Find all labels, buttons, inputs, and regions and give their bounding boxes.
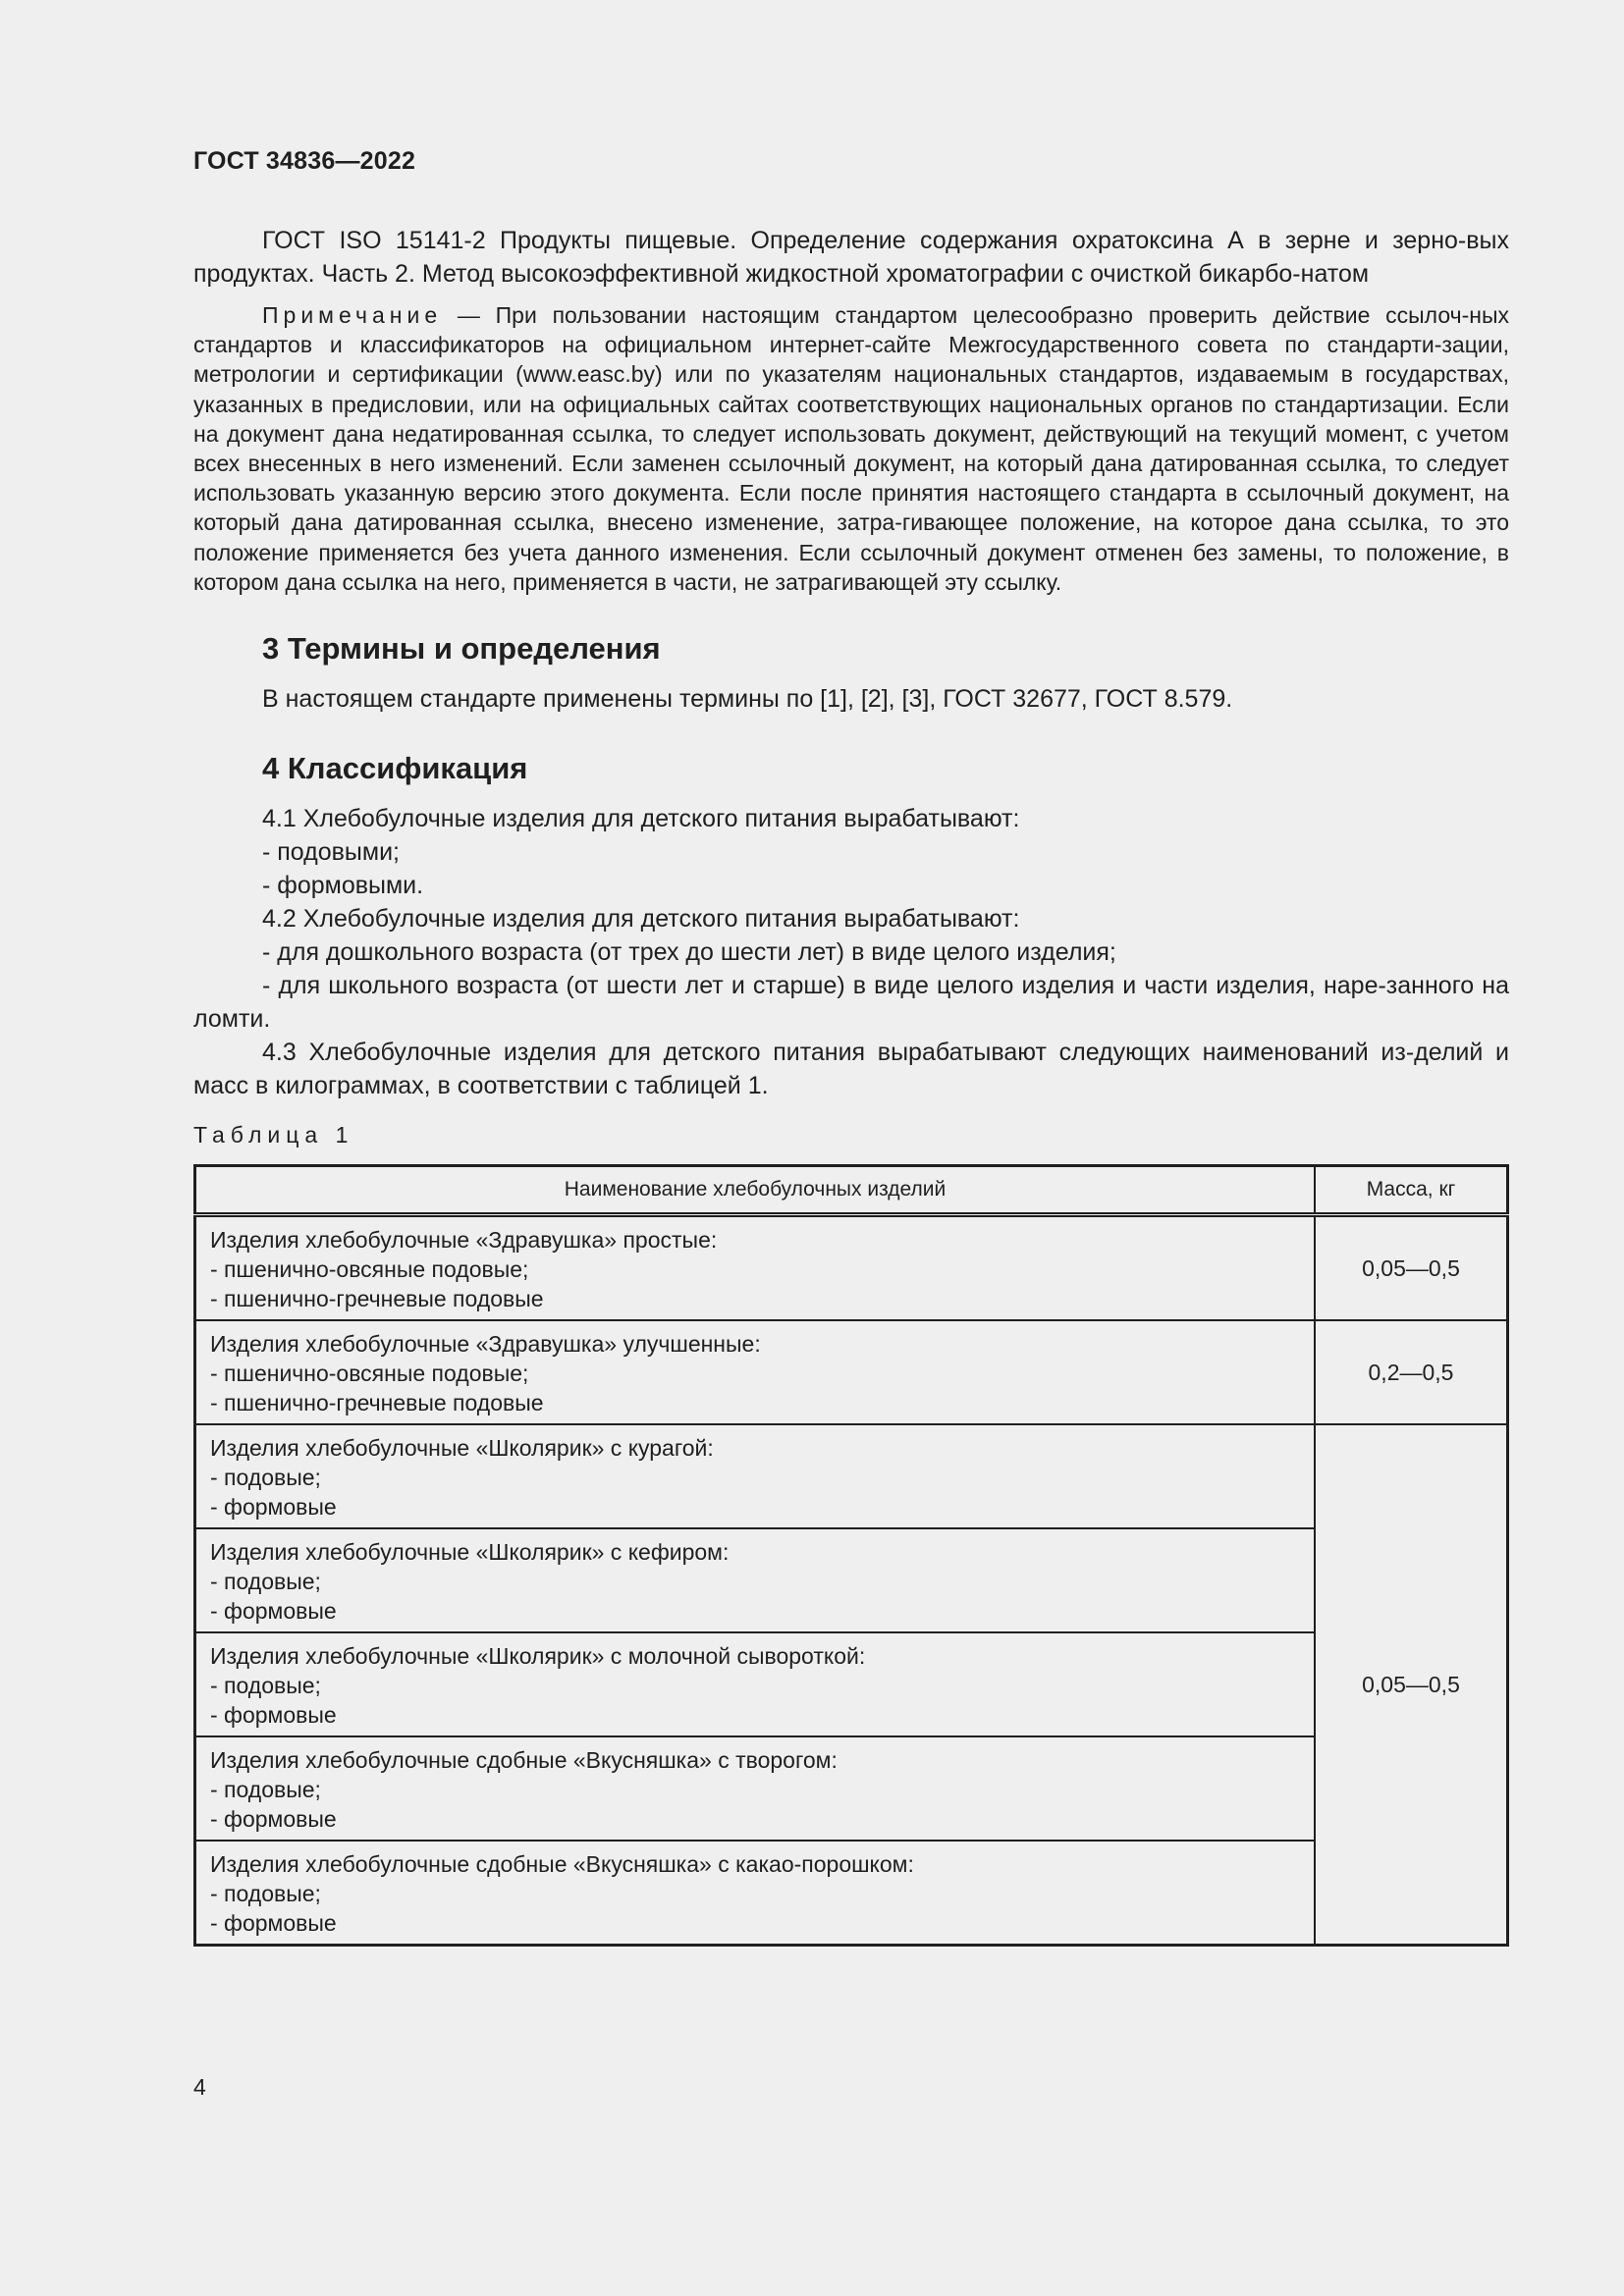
product-variant: - формовые [210,1598,337,1625]
mass-cell: 0,05—0,5 [1315,1424,1508,1946]
table-row [195,1215,1508,1321]
product-title: Изделия хлебобулочные «Школярик» с курагой: [210,1435,714,1462]
product-variant: - подовые; [210,1881,321,1907]
product-variant: - формовые [210,1806,337,1833]
product-title: Изделия хлебобулочные «Школярик» с молочной сывороткой: [210,1643,866,1670]
page-content [193,224,1509,1947]
section-3-title: 3 Термины и определения [262,631,661,667]
column-header-name: Наименование хлебобулочных изделий [195,1166,1316,1215]
reference-note [193,300,1509,597]
table-row [195,1528,1508,1632]
product-title: Изделия хлебобулочные «Здравушка» простые: [210,1227,718,1254]
products-table [193,1164,1509,1947]
product-variant: - пшенично-гречневые подовые [210,1390,544,1416]
clause-4-1-item: - подовыми; [262,838,401,867]
product-name-cell [195,1424,1316,1528]
note-text: — При пользовании настоящим стандартом целесообразно проверить действие ссылоч-ных стандартов и классификаторов на официальном интернет-сайте Межгосударственного совета по стандарти-зации, метрологии и сертификации (www.easc.by) или по указателям национальных стандартов, издаваемым в государствах, указанных в предисловии, или на официальных сайтах соответствующих национальных органов по стандартизации. Если на документ дана недатированная ссылка, то следует использовать документ, действующий на текущий момент, с учетом всех внесенных в него изменений. Если заменен ссылочный документ, на который дана датированная ссылка, то следует использовать указанную версию этого документа. Если после принятия настоящего стандарта в ссылочный документ, на который дана датированная ссылка, внесено изменение, затра-гивающее положение, на которое дана ссылка, то это положение применяется без учета данного изменения. Если ссылочный документ отменен без замены, то положение, в котором дана ссылка на него, применяется в части, не затрагивающей эту ссылку. [193,302,1509,595]
product-variant: - пшенично-овсяные подовые; [210,1256,529,1283]
mass-cell: 0,05—0,5 [1315,1215,1508,1321]
table-row [195,1736,1508,1841]
product-name-cell [195,1320,1316,1424]
note-label: Примечание [262,302,443,328]
table-row [195,1424,1508,1528]
section-3-text: В настоящем стандарте применены термины по [1], [2], [3], ГОСТ 32677, ГОСТ 8.579. [262,685,1233,714]
column-header-mass: Масса, кг [1315,1166,1508,1215]
reference-item: ГОСТ ISO 15141-2 Продукты пищевые. Определение содержания охратоксина А в зерне и зерно-вых продуктах. Часть 2. Метод высокоэффективной жидкостной хроматографии с очисткой бикарбо-натом [193,227,1509,288]
mass-cell: 0,2—0,5 [1315,1320,1508,1424]
product-variant: - подовые; [210,1569,321,1595]
table-header-row [195,1166,1508,1215]
product-name-cell [195,1736,1316,1841]
clause-4-2-item: - для дошкольного возраста (от трех до шести лет) в виде целого изделия; [262,938,1116,967]
section-4-title: 4 Классификация [262,751,528,786]
clause-4-2: 4.2 Хлебобулочные изделия для детского питания вырабатывают: [262,905,1020,934]
product-title: Изделия хлебобулочные сдобные «Вкусняшка» с какао-порошком: [210,1851,914,1878]
document-code-header: ГОСТ 34836—2022 [193,147,416,175]
product-name-cell [195,1841,1316,1946]
product-title: Изделия хлебобулочные «Здравушка» улучшенные: [210,1331,761,1358]
product-variant: - формовые [210,1702,337,1729]
product-variant: - подовые; [210,1465,321,1491]
product-title: Изделия хлебобулочные сдобные «Вкусняшка» с творогом: [210,1747,838,1774]
table-row [195,1632,1508,1736]
product-variant: - пшенично-гречневые подовые [210,1286,544,1312]
table-row [195,1320,1508,1424]
table-row [195,1841,1508,1946]
clause-4-3: 4.3 Хлебобулочные изделия для детского питания вырабатывают следующих наименований из-делий и масс в килограммах, в соответствии с таблицей 1. [193,1039,1509,1100]
table-caption: Таблица 1 [193,1122,354,1148]
product-variant: - формовые [210,1494,337,1521]
product-name-cell [195,1528,1316,1632]
product-name-cell [195,1215,1316,1321]
page-number: 4 [193,2074,206,2100]
clause-4-1: 4.1 Хлебобулочные изделия для детского питания вырабатывают: [262,805,1020,833]
product-variant: - подовые; [210,1777,321,1803]
product-variant: - пшенично-овсяные подовые; [210,1361,529,1387]
product-variant: - формовые [210,1910,337,1937]
clause-4-2-item: - для школьного возраста (от шести лет и старше) в виде целого изделия и части изделия, наре-занного на ломти. [193,972,1509,1034]
clause-4-1-item: - формовыми. [262,872,424,900]
product-name-cell [195,1632,1316,1736]
product-variant: - подовые; [210,1673,321,1699]
product-title: Изделия хлебобулочные «Школярик» с кефиром: [210,1539,730,1566]
